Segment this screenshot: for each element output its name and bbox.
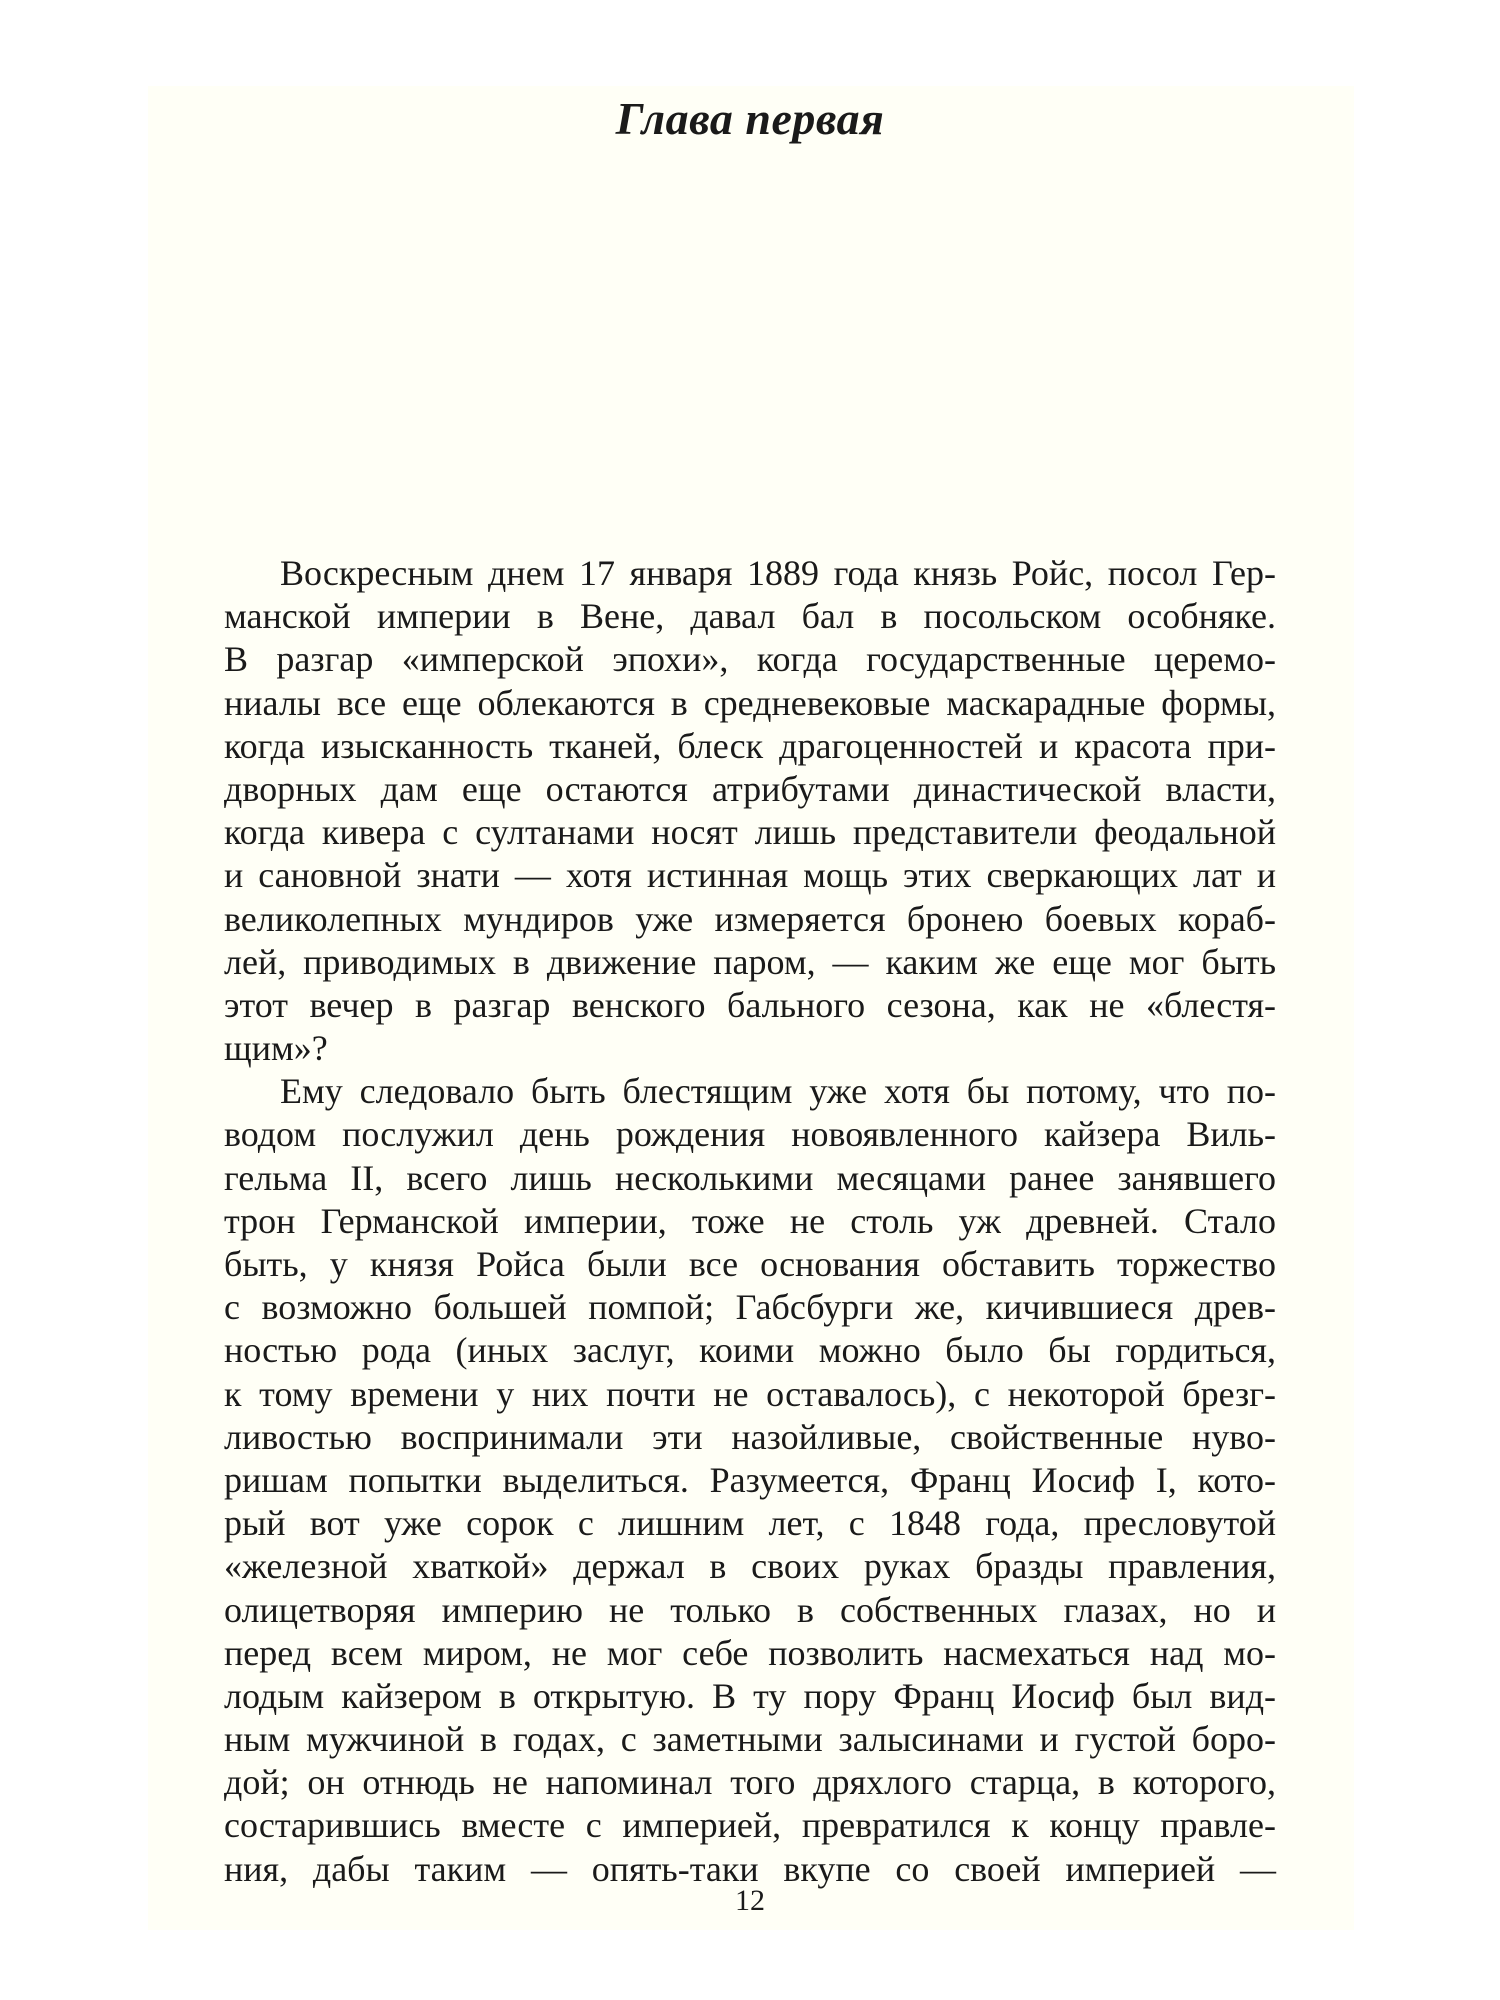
text-line: олицетворяя империю не только в собственных глазах, но и (224, 1589, 1276, 1630)
body-text (224, 552, 1276, 1891)
text-line: гельма II, всего лишь несколькими месяцами ранее занявшего (224, 1157, 1276, 1198)
text-line: дой; он отнюдь не напоминал того дряхлого старца, в которого, (224, 1762, 1276, 1803)
text-line: когда кивера с султанами носят лишь представители феодальной (224, 812, 1276, 853)
text-line: с возможно большей помпой; Габсбурги же, кичившиеся древ- (224, 1287, 1276, 1328)
text-line: этот вечер в разгар венского бального сезона, как не «блестя- (224, 984, 1276, 1025)
text-line: ния, дабы таким — опять-таки вкупе со своей империей — (224, 1848, 1276, 1889)
text-line: к тому времени у них почти не оставалось), с некоторой брезг- (224, 1373, 1276, 1414)
text-line: и сановной знати — хотя истинная мощь этих сверкающих лат и (224, 855, 1276, 896)
text-line: манской империи в Вене, давал бал в посольском особняке. (224, 596, 1276, 637)
text-line: «железной хваткой» держал в своих руках бразды правления, (224, 1546, 1276, 1587)
text-line: ностью рода (иных заслуг, коими можно было бы гордиться, (224, 1330, 1276, 1371)
text-line: состарившись вместе с империей, превратился к концу правле- (224, 1805, 1276, 1846)
text-line: трон Германской империи, тоже не столь уж древней. Стало (224, 1200, 1276, 1241)
text-line: лей, приводимых в движение паром, — каким же еще мог быть (224, 941, 1276, 982)
text-line: ным мужчиной в годах, с заметными залысинами и густой боро- (224, 1719, 1276, 1760)
page-number: 12 (735, 1884, 765, 1917)
text-line: Ему следовало быть блестящим уже хотя бы потому, что по- (280, 1071, 1276, 1112)
text-line: щим»? (224, 1028, 328, 1069)
text-line: Воскресным днем 17 января 1889 года князь Ройс, посол Гер- (280, 553, 1276, 593)
text-line: ливостью воспринимали эти назойливые, свойственные нуво- (224, 1416, 1276, 1457)
text-line: дворных дам еще остаются атрибутами династической власти, (224, 768, 1276, 809)
chapter-title: Глава первая (615, 93, 885, 144)
text-line: быть, у князя Ройса были все основания обставить торжество (224, 1244, 1276, 1284)
text-line: рый вот уже сорок с лишним лет, с 1848 года, пресловутой (224, 1503, 1276, 1544)
text-line: водом послужил день рождения новоявленного кайзера Виль- (224, 1114, 1276, 1155)
text-line: В разгар «имперской эпохи», когда государственные церемо- (224, 639, 1276, 680)
text-line: великолепных мундиров уже измеряется бронею боевых кораб- (224, 898, 1276, 939)
text-line: когда изысканность тканей, блеск драгоценностей и красота при- (224, 725, 1276, 766)
text-line: ниалы все еще облекаются в средневековые маскарадные формы, (224, 682, 1276, 723)
text-line: перед всем миром, не мог себе позволить насмехаться над мо- (224, 1632, 1276, 1673)
text-line: лодым кайзером в открытую. В ту пору Франц Иосиф был вид- (224, 1675, 1276, 1716)
text-line: ришам попытки выделиться. Разумеется, Франц Иосиф I, кото- (224, 1459, 1276, 1500)
